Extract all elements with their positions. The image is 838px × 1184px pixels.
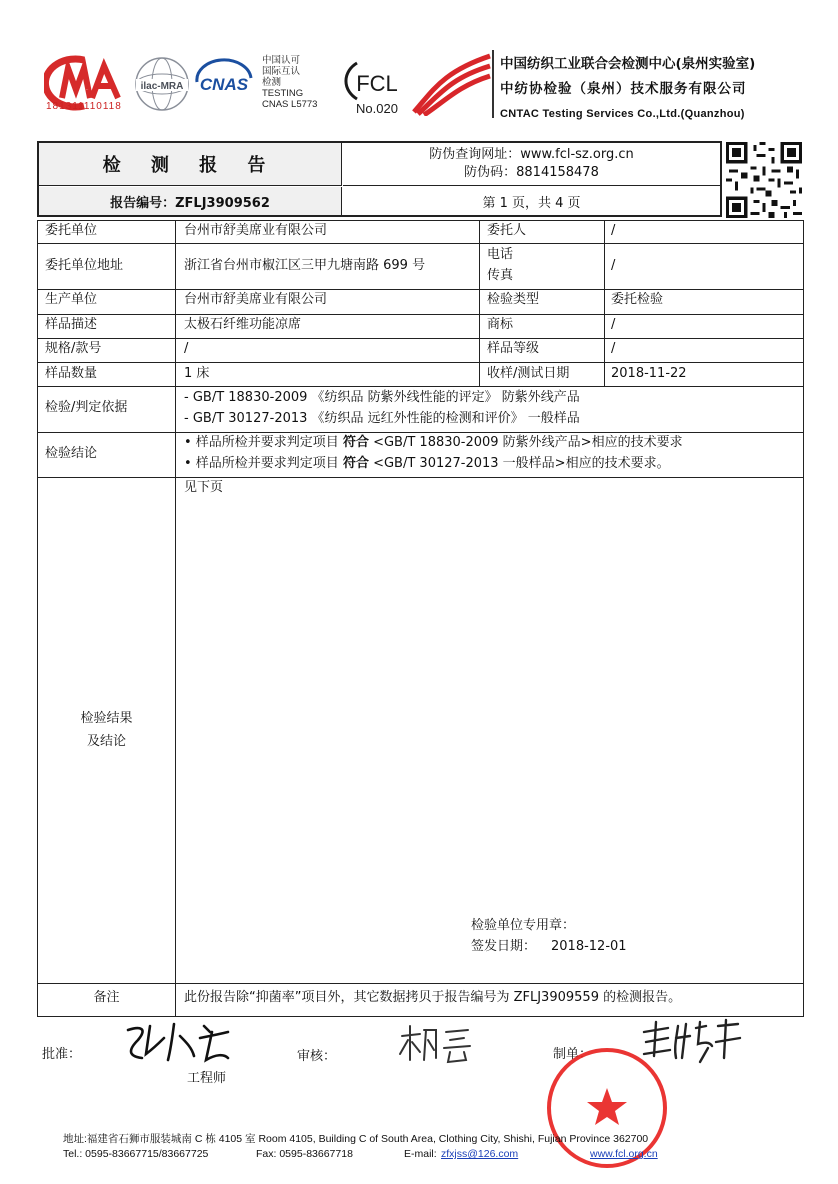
spec-value: /	[184, 341, 189, 356]
test-type-value: 委托检验	[611, 292, 664, 307]
client-address-value: 浙江省台州市椒江区三甲九塘南路 699 号	[184, 258, 426, 273]
test-date-value: 2018-11-22	[611, 366, 687, 381]
cnas-line: 国际互认	[262, 66, 301, 77]
org-name-line1: 中国纺织工业联合会检测中心(泉州实验室)	[500, 56, 756, 72]
header-divider	[492, 50, 494, 118]
cnas-logo	[193, 58, 255, 102]
reviewer-signature	[398, 1022, 474, 1064]
org-name-line3: CNTAC Testing Services Co.,Ltd.(Quanzhou)	[500, 108, 745, 120]
report-number: 报告编号：ZFLJ3909562	[39, 187, 342, 215]
anti-fake-url: 防伪查询网址：www.fcl-sz.org.cn	[429, 147, 634, 162]
sample-desc-label: 样品描述	[45, 317, 98, 332]
ilac-mra-logo	[133, 55, 191, 113]
phone-fax-value: /	[611, 258, 616, 273]
basis-list	[184, 387, 580, 429]
client-label: 委托单位	[45, 223, 98, 238]
report-title: 检 测 报 告	[39, 143, 342, 186]
review-label: 审核：	[297, 1049, 337, 1064]
approve-label: 批准：	[42, 1047, 82, 1062]
issue-date-label: 签发日期：	[471, 939, 537, 954]
email-link[interactable]: zfxjss@126.com	[441, 1148, 519, 1160]
remark-label: 备注	[93, 990, 120, 1005]
test-date-label: 收样/测试日期	[487, 366, 570, 381]
fax-label: 传真	[487, 268, 514, 283]
footer-address: 地址:福建省石狮市服装城南 C 栋 4105 室 Room 4105, Building C of South Area, Clothing City, Shishi, Fujian Province 362700	[63, 1133, 649, 1145]
client-address-label: 委托单位地址	[45, 258, 124, 273]
producer-value: 台州市舒美席业有限公司	[184, 292, 328, 307]
cma-logo-text: CMA	[86, 90, 89, 91]
test-type-label: 检验类型	[487, 292, 540, 307]
cnas-line: CNAS L5773	[262, 99, 318, 110]
conclusion-label: 检验结论	[45, 446, 98, 461]
grade-label: 样品等级	[487, 341, 540, 356]
footer-email[interactable]	[441, 1148, 518, 1160]
basis-item: - GB/T 30127-2013 《纺织品 远红外性能的检测和评价》 一般样品	[184, 411, 580, 426]
conclusion-item: • 样品所检并要求判定项目 符合 <GB/T 30127-2013 一般样品>相应的技术要求。	[184, 456, 670, 471]
principal-value: /	[611, 223, 616, 238]
fcl-text: FCL	[356, 71, 398, 96]
cma-number: 181311110118	[46, 101, 122, 112]
quantity-value: 1 床	[184, 366, 210, 381]
principal-label: 委托人	[487, 223, 527, 238]
cnas-caption	[262, 55, 317, 110]
grade-value: /	[611, 341, 616, 356]
quantity-label: 样品数量	[45, 366, 98, 381]
brand-label: 商标	[487, 317, 514, 332]
org-name-line2: 中纺协检验（泉州）技术服务有限公司	[500, 81, 747, 97]
seal-label: 检验单位专用章：	[471, 918, 576, 933]
qr-code	[726, 142, 802, 218]
phone-label: 电话	[487, 247, 514, 262]
cnas-line: TESTING	[262, 88, 304, 99]
cnas-text: CNAS	[199, 75, 249, 94]
footer-fax: Fax: 0595-83667718	[256, 1148, 353, 1160]
organization-name	[500, 52, 755, 127]
producer-label: 生产单位	[45, 292, 98, 307]
spec-label: 规格/款号	[45, 341, 102, 356]
issue-date-value: 2018-12-01	[551, 939, 627, 954]
footer-email-label: E-mail:	[404, 1148, 437, 1160]
ilac-text: ilac-MRA	[140, 81, 184, 92]
conclusion-item: • 样品所检并要求判定项目 符合 <GB/T 18830-2009 防紫外线产品>相应的技术要求	[184, 435, 683, 450]
client-value: 台州市舒美席业有限公司	[184, 223, 328, 238]
wave-logo	[412, 52, 492, 116]
anti-fake-code: 防伪码：8814158478	[464, 165, 599, 180]
fcl-logo	[343, 55, 409, 117]
basis-label: 检验/判定依据	[45, 400, 128, 415]
footer-website[interactable]	[590, 1148, 658, 1160]
report-table	[37, 220, 804, 1017]
cnas-line: 中国认可	[262, 55, 301, 66]
remark-value: 此份报告除“抑菌率”项目外，其它数据拷贝于报告编号为 ZFLJ3909559 的检测报告。	[184, 990, 682, 1005]
anti-fake-info	[343, 143, 720, 186]
cnas-line: 检测	[262, 77, 282, 88]
fcl-number: No.020	[356, 101, 398, 116]
result-label: 检验结果 及结论	[80, 711, 133, 749]
prepare-label: 制单：	[553, 1047, 593, 1062]
conclusion-list	[184, 432, 683, 474]
brand-value: /	[611, 317, 616, 332]
footer-tel: Tel.: 0595-83667715/83667725	[63, 1148, 209, 1160]
approver-signature	[120, 1018, 232, 1064]
sample-desc-value: 太极石纤维功能凉席	[184, 317, 302, 332]
approver-title: 工程师	[187, 1071, 227, 1086]
website-link[interactable]: www.fcl.org.cn	[590, 1148, 658, 1160]
basis-item: - GB/T 18830-2009 《纺织品 防紫外线性能的评定》 防紫外线产品	[184, 390, 580, 405]
result-text: 见下页	[184, 480, 224, 495]
page-info: 第 1 页，共 4 页	[482, 195, 581, 211]
